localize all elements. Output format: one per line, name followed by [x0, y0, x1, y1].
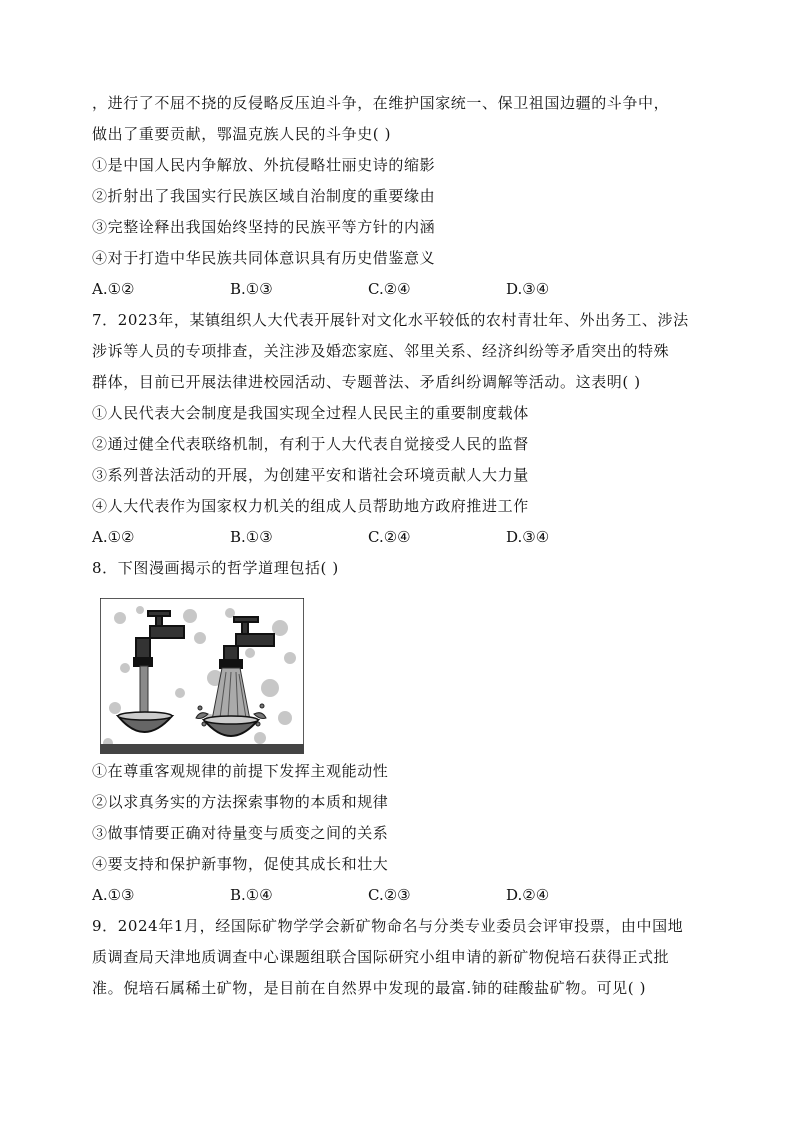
- q8-statement: ②以求真务实的方法探索事物的本质和规律: [92, 793, 389, 811]
- q7-option-c[interactable]: C.②④: [368, 528, 411, 546]
- question-7: [92, 313, 712, 561]
- q6-stem-line: ，进行了不屈不挠的反侵略反压迫斗争，在维护国家统一、保卫祖国边疆的斗争中，: [92, 94, 670, 112]
- q7-option-b[interactable]: B.①③: [230, 528, 273, 546]
- q8-stem-line: 8．下图漫画揭示的哲学道理包括( ): [92, 559, 339, 577]
- q7-options: [92, 530, 712, 561]
- q8-option-c[interactable]: C.②③: [368, 886, 411, 904]
- q8-statement: ③做事情要正确对待量变与质变之间的关系: [92, 824, 389, 842]
- q6-statement: ④对于打造中华民族共同体意识具有历史借鉴意义: [92, 249, 436, 267]
- faucet-cartoon-illustration: [100, 598, 304, 754]
- q6-option-b[interactable]: B.①③: [230, 280, 273, 298]
- question-8: [92, 561, 712, 919]
- q6-statement: ②折射出了我国实行民族区域自治制度的重要缘由: [92, 187, 436, 205]
- q8-statement: ①在尊重客观规律的前提下发挥主观能动性: [92, 762, 389, 780]
- question-9: [92, 919, 712, 1012]
- q7-stem-line: 涉诉等人员的专项排查，关注涉及婚恋家庭、邻里关系、经济纠纷等矛盾突出的特殊: [92, 342, 670, 360]
- exam-page: [92, 96, 712, 1012]
- q7-statement: ②通过健全代表联络机制，有利于人大代表自觉接受人民的监督: [92, 435, 529, 453]
- q8-options: [92, 888, 712, 919]
- q7-stem-line: 7．2023年，某镇组织人大代表开展针对文化水平较低的农村青壮年、外出务工、涉法: [92, 311, 689, 329]
- q6-stem-line: 做出了重要贡献，鄂温克族人民的斗争史( ): [92, 125, 392, 143]
- q6-option-d[interactable]: D.③④: [506, 280, 550, 298]
- q7-statement: ③系列普法活动的开展，为创建平安和谐社会环境贡献人大力量: [92, 466, 529, 484]
- q9-stem-line: 质调查局天津地质调查中心课题组联合国际研究小组申请的新矿物倪培石获得正式批: [92, 948, 670, 966]
- q7-statement: ④人大代表作为国家权力机关的组成人员帮助地方政府推进工作: [92, 497, 529, 515]
- q8-option-b[interactable]: B.①④: [230, 886, 273, 904]
- q7-stem-line: 群体，目前已开展法律进校园活动、专题普法、矛盾纠纷调解等活动。这表明( ): [92, 373, 641, 391]
- q6-options: [92, 282, 712, 313]
- q8-statement: ④要支持和保护新事物，促使其成长和壮大: [92, 855, 389, 873]
- q7-option-d[interactable]: D.③④: [506, 528, 550, 546]
- q8-option-a[interactable]: A.①③: [92, 886, 135, 904]
- q9-stem-line: 准。倪培石属稀土矿物，是目前在自然界中发现的最富.铈的硅酸盐矿物。可见( ): [92, 979, 647, 997]
- q6-statement: ①是中国人民内争解放、外抗侵略壮丽史诗的缩影: [92, 156, 436, 174]
- q6-statement: ③完整诠释出我国始终坚持的民族平等方针的内涵: [92, 218, 436, 236]
- q7-option-a[interactable]: A.①②: [92, 528, 135, 546]
- q8-option-d[interactable]: D.②④: [506, 886, 550, 904]
- q9-stem-line: 9．2024年1月，经国际矿物学学会新矿物命名与分类专业委员会评审投票，由中国地: [92, 917, 684, 935]
- faucet-cartoon: [100, 598, 304, 754]
- question-6: [92, 96, 712, 313]
- q7-statement: ①人民代表大会制度是我国实现全过程人民民主的重要制度载体: [92, 404, 529, 422]
- q6-option-c[interactable]: C.②④: [368, 280, 411, 298]
- q6-option-a[interactable]: A.①②: [92, 280, 135, 298]
